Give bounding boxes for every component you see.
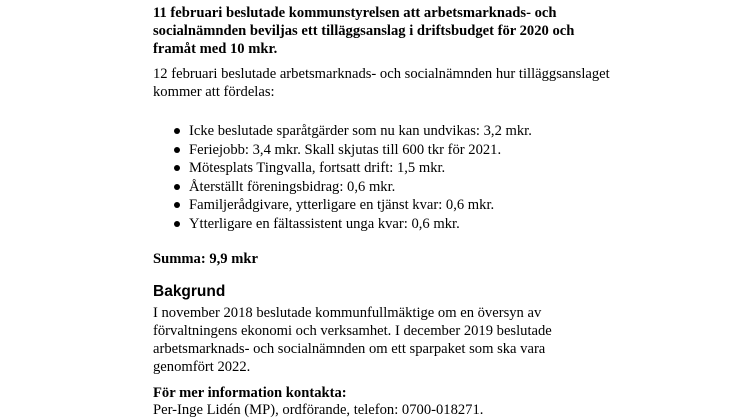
list-item (153, 141, 593, 160)
bullet-icon (174, 128, 180, 134)
bullet-icon (174, 221, 180, 227)
list-item-text: Ytterligare en fältassistent unga kvar: 0,6 mkr. (189, 215, 460, 232)
list-item (153, 122, 593, 141)
list-item-text: Icke beslutade sparåtgärder som nu kan undvikas: 3,2 mkr. (189, 123, 532, 139)
bullet-icon (174, 184, 180, 190)
list-item (153, 196, 593, 215)
allocation-list (153, 122, 593, 233)
bullet-icon (174, 165, 180, 171)
list-item-text: Familjerådgivare, ytterligare en tjänst kvar: 0,6 mkr. (189, 197, 495, 213)
background-paragraph: I november 2018 beslutade kommunfullmäktige om en översyn av förvaltningens ekonomi och verksamhet. I december 2019 beslutade arbetsmarknads- och socialnämnden om ett sparpaket som ska vara genomfört 2022. (153, 305, 552, 375)
list-item (153, 215, 593, 234)
contact-title: För mer information kontakta: (153, 385, 347, 401)
lead-paragraph: 11 februari beslutade kommunstyrelsen att arbetsmarknads- och socialnämnden beviljas ett tilläggsanslag i driftsbudget för 2020 och framåt med 10 mkr. (153, 5, 575, 57)
list-item-text: Feriejobb: 3,4 mkr. Skall skjutas till 600 tkr för 2021. (189, 141, 502, 158)
list-item-text: Återställt föreningsbidrag: 0,6 mkr. (189, 178, 396, 195)
list-item (153, 178, 593, 197)
contact-line: Per-Inge Lidén (MP), ordförande, telefon: 0700-018271. (153, 402, 484, 418)
intro-paragraph: 12 februari beslutade arbetsmarknads- och socialnämnden hur tilläggsanslaget kommer att fördelas: (153, 66, 610, 100)
summa-line: Summa: 9,9 mkr (153, 251, 258, 267)
list-item (153, 159, 593, 178)
bullet-icon (174, 202, 180, 208)
bullet-icon (174, 147, 180, 153)
section-heading: Bakgrund (153, 283, 226, 300)
list-item-text: Mötesplats Tingvalla, fortsatt drift: 1,5 mkr. (189, 160, 446, 176)
